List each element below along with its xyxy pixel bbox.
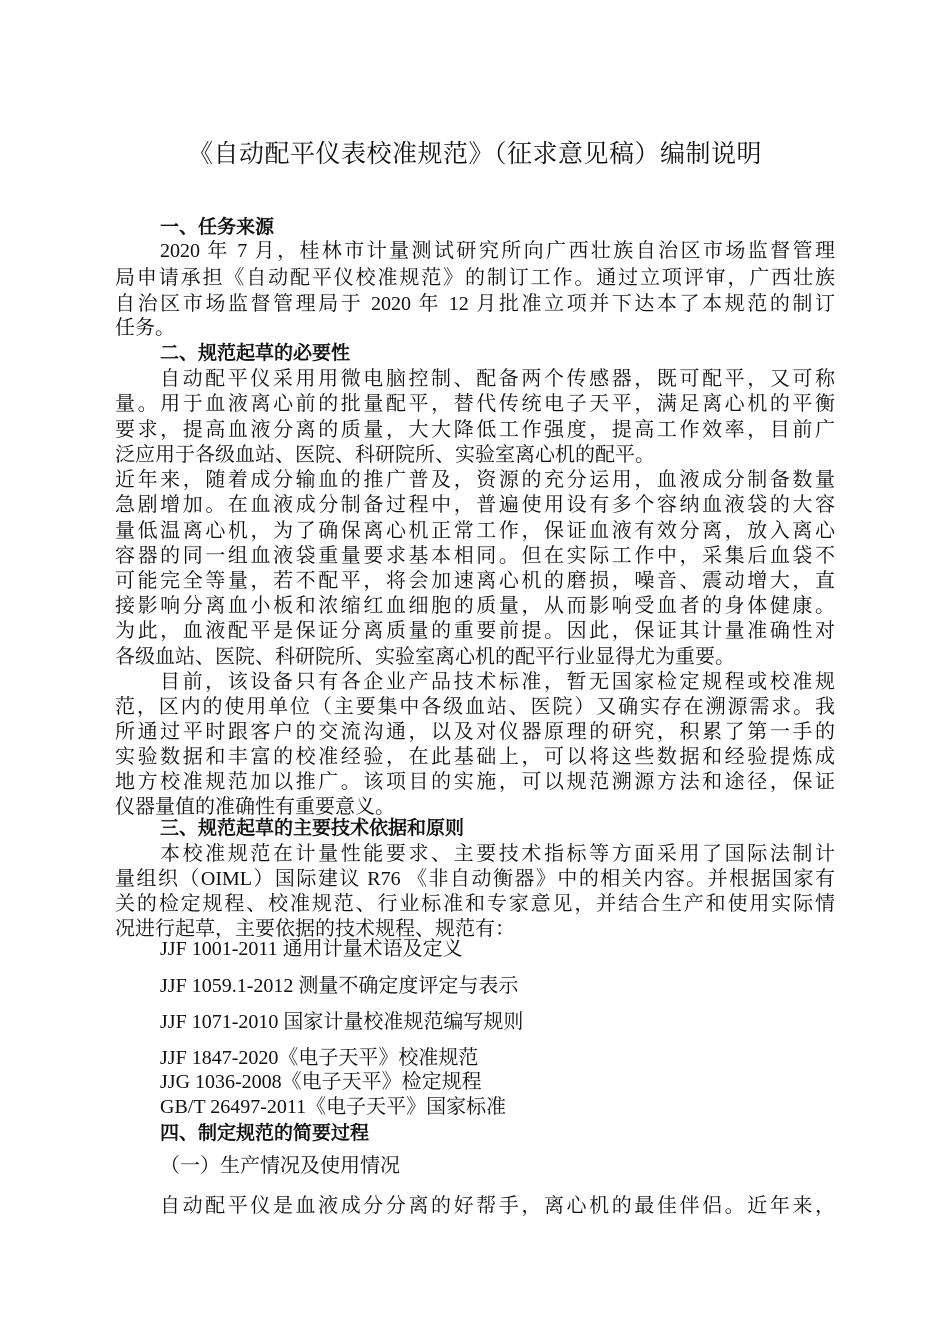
paragraph-line: 量低温离心机，为了确保离心机正常工作，保证血液有效分离，放入离心 <box>115 520 835 542</box>
paragraph-line: 泛应用于各级血站、医院、科研院所、实验室离心机的配平。 <box>115 444 655 466</box>
paragraph-line: 容器的同一组血液袋重量要求基本相同。但在实际工作中，采集后血袋不 <box>115 545 835 567</box>
paragraph-line: 况进行起草，主要依据的技术规程、规范有： <box>115 918 515 940</box>
reference-item: JJF 1071-2010 国家计量校准规范编写规则 <box>160 1011 524 1033</box>
paragraph-line: 实验数据和丰富的校准经验，在此基础上，可以将这些数据和经验提炼成 <box>115 746 835 768</box>
section-heading: 四、制定规范的简要过程 <box>160 1122 370 1144</box>
reference-item: JJF 1001-2011 通用计量术语及定义 <box>160 938 463 960</box>
paragraph-line: 接影响分离血小板和浓缩红血细胞的质量，从而影响受血者的身体健康。 <box>115 595 835 617</box>
paragraph-line: 自治区市场监督管理局于 2020 年 12 月批准立项并下达本了本规范的制订 <box>115 293 835 315</box>
reference-item: JJF 1847-2020《电子天平》校准规范 <box>160 1047 479 1069</box>
paragraph-line: 量。用于血液离心前的批量配平，替代传统电子天平，满足离心机的平衡 <box>115 393 835 415</box>
paragraph-line: 目前，该设备只有各企业产品技术标准，暂无国家检定规程或校准规 <box>160 671 835 693</box>
paragraph-line: 任务。 <box>115 317 175 339</box>
document-title: 《自动配平仪表校准规范》（征求意见稿）编制说明 <box>187 139 762 168</box>
paragraph-line: 各级血站、医院、科研院所、实验室离心机的配平行业显得尤为重要。 <box>115 646 735 668</box>
paragraph-line: 自动配平仪是血液成分分离的好帮手，离心机的最佳伴侣。近年来， <box>160 1195 835 1217</box>
paragraph-line: 范，区内的使用单位（主要集中各级血站、医院）又确实存在溯源需求。我 <box>115 696 835 718</box>
paragraph-line: 量组织（OIML）国际建议 R76 《非自动衡器》中的相关内容。并根据国家有 <box>115 868 835 890</box>
paragraph-line: 自动配平仪采用用微电脑控制、配备两个传感器，既可配平，又可称 <box>160 368 835 390</box>
reference-item: JJG 1036-2008《电子天平》检定规程 <box>160 1071 482 1093</box>
paragraph-line: 近年来，随着成分输血的推广普及，资源的充分运用，血液成分制备数量 <box>115 469 835 491</box>
paragraph-line: 仪器量值的准确性有重要意义。 <box>115 796 395 818</box>
paragraph-line: 所通过平时跟客户的交流沟通，以及对仪器原理的研究，积累了第一手的 <box>115 721 835 743</box>
reference-item: JJF 1059.1-2012 测量不确定度评定与表示 <box>160 975 519 997</box>
paragraph-line: 本校准规范在计量性能要求、主要技术指标等方面采用了国际法制计 <box>160 843 835 865</box>
section-heading: 一、任务来源 <box>160 216 275 238</box>
paragraph-line: 2020 年 7 月，桂林市计量测试研究所向广西壮族自治区市场监督管理 <box>160 240 835 262</box>
paragraph-line: 为此，血液配平是保证分离质量的重要前提。因此，保证其计量准确性对 <box>115 620 835 642</box>
paragraph-line: 急剧增加。在血液成分制备过程中，普遍使用设有多个容纳血液袋的大容 <box>115 494 835 516</box>
paragraph-line: 可能完全等量，若不配平，将会加速离心机的磨损，噪音、震动增大，直 <box>115 570 835 592</box>
paragraph-line: 局申请承担《自动配平仪校准规范》的制订工作。通过立项评审，广西壮族 <box>115 267 835 289</box>
paragraph-line: 关的检定规程、校准规范、行业标准和专家意见，并结合生产和使用实际情 <box>115 893 835 915</box>
subsection-heading: （一）生产情况及使用情况 <box>160 1155 400 1177</box>
paragraph-line: 要求，提高血液分离的质量，大大降低工作强度，提高工作效率，目前广 <box>115 419 835 441</box>
reference-item: GB/T 26497-2011《电子天平》国家标准 <box>160 1096 507 1118</box>
paragraph-line: 地方校准规范加以推广。该项目的实施，可以规范溯源方法和途径，保证 <box>115 771 835 793</box>
section-heading: 二、规范起草的必要性 <box>160 342 351 364</box>
section-heading: 三、规范起草的主要技术依据和原则 <box>160 817 465 839</box>
